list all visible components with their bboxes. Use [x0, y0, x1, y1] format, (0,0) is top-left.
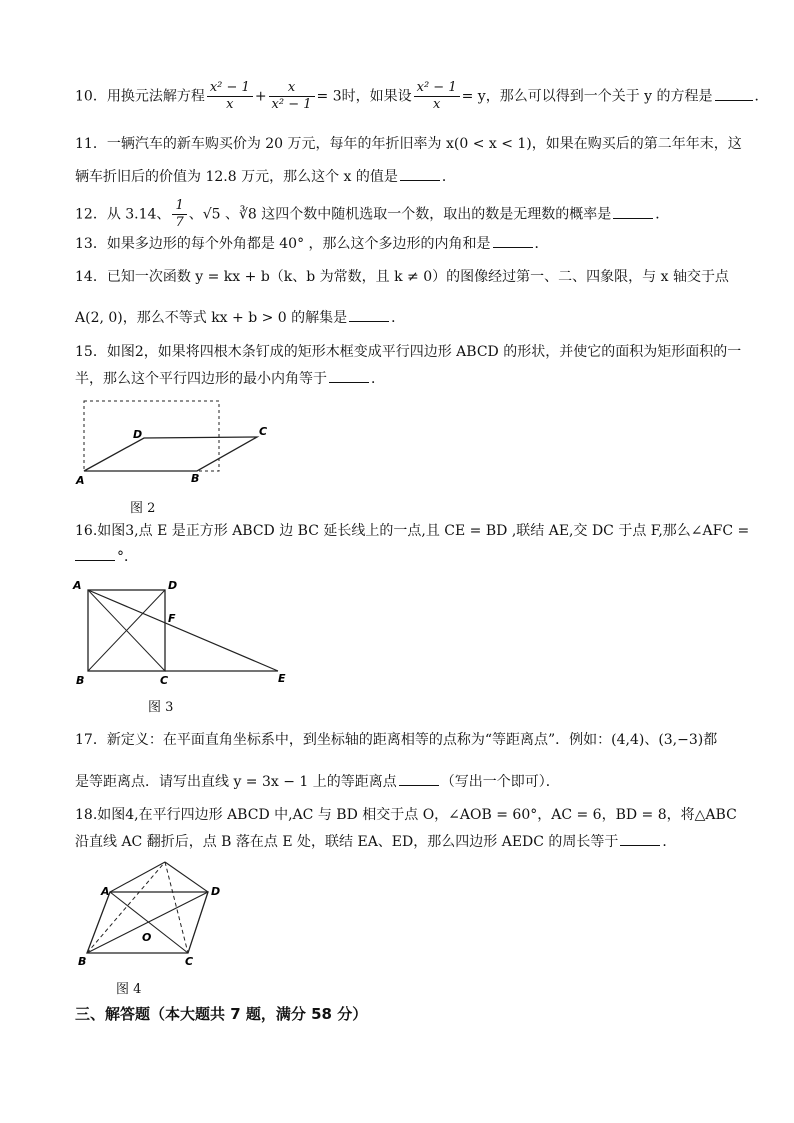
- q10-equals: = 3时，如果设: [316, 88, 412, 105]
- figure-2-caption: 图 2: [130, 501, 156, 516]
- segment-ae: [110, 862, 165, 892]
- q10-end: ．: [754, 88, 769, 105]
- q10-prefix: 10．用换元法解方程: [75, 88, 205, 105]
- label-a: A: [73, 579, 82, 592]
- q10-plus: +: [254, 88, 267, 105]
- question-13: [75, 233, 549, 254]
- q18-line2-text: 沿直线 AC 翻折后，点 B 落在点 E 处，联结 EA、ED，那么四边形 AEDC 的周长等于: [75, 834, 619, 850]
- question-11-line-2: [75, 166, 456, 187]
- question-17-line-1: 17．新定义：在平面直角坐标系中，到坐标轴的距离相等的点称为“等距离点”．例如：(4,4)、(3,−3)都: [75, 732, 718, 748]
- q12-text: 、√5 、∛8 这四个数中随机选取一个数，取出的数是无理数的概率是: [188, 206, 612, 223]
- q15-line2-text: 半，那么这个平行四边形的最小内角等于: [75, 371, 327, 387]
- q10-frac1-numerator: x² − 1: [207, 80, 253, 97]
- q15-end: ．: [371, 371, 385, 387]
- q10-frac3-denominator: x: [432, 97, 441, 112]
- question-11-line-1: 11．一辆汽车的新车购买价为 20 万元，每年的年折旧率为 x(0 < x < 1)，如果在购买后的第二年年末，这: [75, 136, 742, 152]
- q12-frac-denominator: 7: [175, 215, 184, 230]
- answer-blank[interactable]: [75, 546, 115, 561]
- figure-3-square: [70, 577, 290, 687]
- label-b: B: [76, 674, 85, 687]
- question-12: [75, 198, 669, 231]
- question-18-line-2: [75, 831, 676, 852]
- answer-blank[interactable]: [715, 86, 753, 101]
- answer-blank[interactable]: [493, 233, 533, 248]
- q12-frac-numerator: 1: [172, 198, 186, 215]
- q16-end: °．: [117, 549, 138, 565]
- label-c: C: [160, 674, 169, 687]
- q11-end: ．: [441, 169, 456, 185]
- figure-4-folded-parallelogram: [75, 857, 235, 967]
- answer-blank[interactable]: [400, 166, 440, 181]
- label-a: A: [76, 474, 85, 487]
- q10-fraction-3: [414, 80, 460, 113]
- label-f: F: [168, 612, 176, 625]
- label-c: C: [185, 955, 194, 968]
- figure-4-caption: 图 4: [116, 982, 142, 997]
- label-o: O: [142, 931, 152, 944]
- q10-fraction-2: [269, 80, 315, 113]
- answer-blank[interactable]: [349, 307, 389, 322]
- label-b: B: [191, 472, 200, 485]
- q13-end: ．: [534, 236, 549, 252]
- q17-line2-text: 是等距离点．请写出直线 y = 3x − 1 上的等距离点: [75, 774, 397, 790]
- label-d: D: [211, 885, 221, 898]
- answer-blank[interactable]: [620, 831, 660, 846]
- question-16-line-1: 16.如图3,点 E 是正方形 ABCD 边 BC 延长线上的一点,且 CE = BD ,联结 AE,交 DC 于点 F,那么∠AFC =: [75, 523, 750, 539]
- fold-line-be: [87, 862, 165, 953]
- label-c: C: [259, 425, 268, 438]
- question-16-line-2: [75, 546, 138, 567]
- q11-line2-text: 辆车折旧后的价值为 12.8 万元，那么这个 x 的值是: [75, 169, 398, 185]
- label-a: A: [101, 885, 110, 898]
- q12-end: ．: [655, 206, 670, 223]
- q17-end: （写出一个即可）．: [440, 774, 560, 790]
- q14-line2-text: A(2, 0)，那么不等式 kx + b > 0 的解集是: [75, 310, 348, 326]
- label-d: D: [133, 428, 143, 441]
- question-18-line-1: 18.如图4,在平行四边形 ABCD 中,AC 与 BD 相交于点 O，∠AOB = 60°，AC = 6，BD = 8，将△ABC: [75, 807, 737, 823]
- q13-text: 13．如果多边形的每个外角都是 40° ，那么这个多边形的内角和是: [75, 236, 491, 252]
- q12-prefix: 12．从 3.14、: [75, 206, 171, 223]
- segment-ae: [88, 590, 278, 671]
- label-d: D: [168, 579, 178, 592]
- q14-end: ．: [391, 310, 406, 326]
- answer-blank[interactable]: [329, 368, 369, 383]
- segment-ed: [165, 862, 208, 892]
- answer-blank[interactable]: [399, 771, 439, 786]
- question-10: [75, 80, 769, 113]
- q18-end: ．: [662, 834, 677, 850]
- figure-3-caption: 图 3: [148, 700, 174, 715]
- parallelogram-abcd: [84, 437, 257, 471]
- question-15-line-1: 15．如图2，如果将四根木条钉成的矩形木框变成平行四边形 ABCD 的形状，并使它的面积为矩形面积的一: [75, 344, 742, 360]
- q10-after: = y，那么可以得到一个关于 y 的方程是: [461, 88, 713, 105]
- section-heading: 三、解答题（本大题共 7 题，满分 58 分）: [75, 1005, 368, 1023]
- q10-frac1-denominator: x: [226, 97, 234, 112]
- q10-frac2-denominator: x² − 1: [271, 97, 312, 112]
- q10-frac3-numerator: x² − 1: [414, 80, 460, 97]
- question-14-line-1: 14．已知一次函数 y = kx + b（k、b 为常数，且 k ≠ 0）的图像经过第一、二、四象限，与 x 轴交于点: [75, 269, 729, 285]
- q10-frac2-numerator: x: [269, 80, 315, 97]
- question-17-line-2: [75, 771, 560, 792]
- figure-2-parallelogram: [75, 398, 275, 488]
- label-e: E: [278, 672, 286, 685]
- answer-blank[interactable]: [613, 204, 653, 219]
- q12-fraction: [172, 198, 186, 231]
- question-15-line-2: [75, 368, 385, 389]
- q10-fraction-1: [207, 80, 253, 113]
- label-b: B: [78, 955, 87, 968]
- question-14-line-2: [75, 307, 405, 328]
